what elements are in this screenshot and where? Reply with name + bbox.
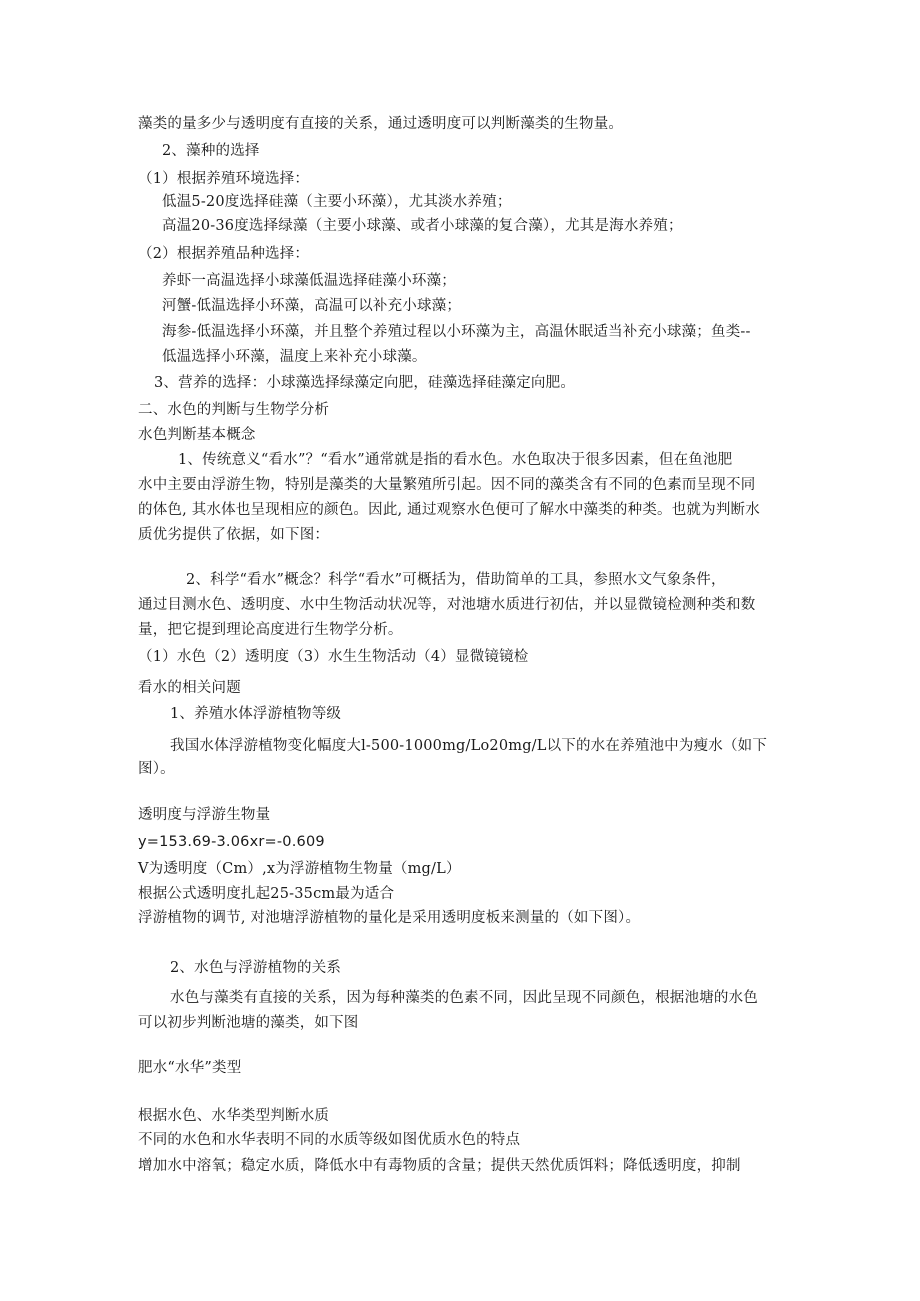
line-four-methods: （1）水色（2）透明度（3）水生生物活动（4）显微镜镜检 <box>138 649 529 665</box>
section-heading-water-color: 二、水色的判断与生物学分析 <box>138 402 330 418</box>
paragraph-plankton-range-1: 我国水体浮游植物变化幅度大l-500-1000mg/Lo20mg/L以下的水在养殖池中为瘦水（如下 <box>170 738 768 754</box>
paragraph-traditional-1: 1、传统意义“看水”？“看水”通常就是指的看水色。水色取决于很多因素，但在鱼池肥 <box>178 452 733 468</box>
heading-color-plankton: 2、水色与浮游植物的关系 <box>170 960 342 976</box>
line-quality-grades: 不同的水色和水华表明不同的水质等级如图优质水色的特点 <box>138 1132 521 1148</box>
heading-bloom-types: 肥水“水华”类型 <box>138 1060 242 1076</box>
paragraph-traditional-3: 的体色, 其水体也呈现相应的颜色。因此, 通过观察水色便可了解水中藻类的种类。也就为判断水 <box>138 502 760 518</box>
paragraph-scientific-3: 量，把它提到理论高度进行生物学分析。 <box>138 622 403 638</box>
line-suitable-transparency: 根据公式透明度扎起25-35cm最为适合 <box>138 886 395 902</box>
heading-basic-concept: 水色判断基本概念 <box>138 427 256 443</box>
line-high-temp: 高温20-36度选择绿藻（主要小球藻、或者小球藻的复合藻），尤其是海水养殖； <box>162 218 683 234</box>
paragraph-color-2: 可以初步判断池塘的藻类，如下图 <box>138 1015 359 1031</box>
line-nutrition: 3、营养的选择：小球藻选择绿藻定向肥，硅藻选择硅藻定向肥。 <box>154 375 576 391</box>
heading-algae-selection: 2、藻种的选择 <box>162 143 260 159</box>
paragraph-color-1: 水色与藻类有直接的关系，因为每种藻类的色素不同，因此呈现不同颜色，根据池塘的水色 <box>170 990 758 1006</box>
subheading-environment: （1）根据养殖环境选择： <box>138 171 310 187</box>
line-sea-cucumber: 海参-低温选择小环藻，并且整个养殖过程以小环藻为主，高温休眠适当补充小球藻；鱼类-- <box>162 324 751 340</box>
heading-related-issues: 看水的相关问题 <box>138 680 241 696</box>
heading-plankton-grade: 1、养殖水体浮游植物等级 <box>170 706 342 722</box>
subheading-species: （2）根据养殖品种选择： <box>138 246 310 262</box>
paragraph-traditional-4: 质优劣提供了依据，如下图： <box>138 527 330 543</box>
line-shrimp: 养虾一高温选择小球藻低温选择硅藻小环藻； <box>162 273 456 289</box>
formula-legend: V为透明度（Cm）,x为浮游植物生物量（mg/L） <box>138 861 461 877</box>
line-plankton-regulation: 浮游植物的调节, 对池塘浮游植物的量化是采用透明度板来测量的（如下图）。 <box>138 910 641 926</box>
heading-judge-quality: 根据水色、水华类型判断水质 <box>138 1108 330 1124</box>
line-fish: 低温选择小环藻，温度上来补充小球藻。 <box>162 349 427 365</box>
paragraph-algae-transparency: 藻类的量多少与透明度有直接的关系，通过透明度可以判断藻类的生物量。 <box>138 116 624 132</box>
heading-transparency-biomass: 透明度与浮游生物量 <box>138 807 271 823</box>
paragraph-scientific-2: 通过目测水色、透明度、水中生物活动状况等，对池塘水质进行初估，并以显微镜检测种类和数 <box>138 597 756 613</box>
line-crab: 河蟹-低温选择小环藻，高温可以补充小球藻； <box>162 298 462 314</box>
line-low-temp: 低温5-20度选择硅藻（主要小环藻），尤其淡水养殖； <box>162 194 512 210</box>
paragraph-plankton-range-2: 图）。 <box>138 761 175 777</box>
line-benefits: 增加水中溶氧；稳定水质，降低水中有毒物质的含量；提供天然优质饵料；降低透明度，抑制 <box>138 1158 741 1174</box>
paragraph-scientific-1: 2、科学“看水”概念？科学“看水”可概括为，借助简单的工具，参照水文气象条件， <box>186 572 726 588</box>
formula: y=153.69-3.06xr=-0.609 <box>138 834 325 850</box>
paragraph-traditional-2: 水中主要由浮游生物，特别是藻类的大量繁殖所引起。因不同的藻类含有不同的色素而呈现不同 <box>138 477 756 493</box>
